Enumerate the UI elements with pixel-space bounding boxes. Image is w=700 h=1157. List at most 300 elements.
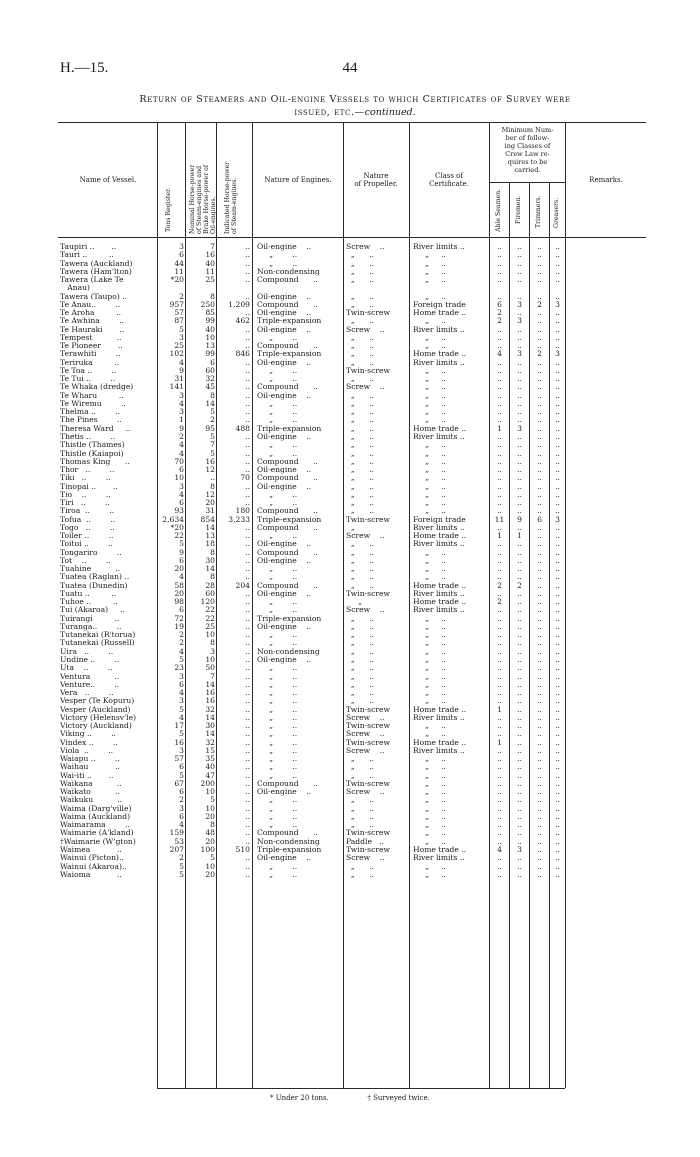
cell-cls: Home trade .. xyxy=(413,845,467,854)
cell-prop: Twin-screw xyxy=(346,705,390,714)
cell-ind: .. xyxy=(245,696,250,706)
cell-fire: .. xyxy=(517,564,522,574)
cell-name: Theresa Ward .. xyxy=(60,424,131,433)
cell-grea: .. xyxy=(555,638,560,648)
cell-tons: 4 xyxy=(179,688,184,698)
cell-trim: .. xyxy=(537,869,542,879)
cell-cls: „ .. xyxy=(413,837,446,846)
cell-tons: 4 xyxy=(179,572,184,582)
table-row xyxy=(0,796,700,804)
cell-ind: .. xyxy=(245,539,250,549)
cell-name: Waikuku .. xyxy=(60,796,123,805)
cell-ind: .. xyxy=(245,638,250,648)
cell-grea: .. xyxy=(555,242,560,251)
cell-nom: 8 xyxy=(210,291,215,301)
cell-tons: 4 xyxy=(179,398,184,408)
cell-name: Thistle (Kaiapoi) xyxy=(60,449,124,458)
cell-prop: „ .. xyxy=(346,449,375,458)
cell-name: Thor .. .. xyxy=(60,466,115,475)
table-row xyxy=(0,714,700,722)
cell-trim: .. xyxy=(537,844,542,854)
cell-tons: 57 xyxy=(174,754,184,764)
cell-prop: „ .. xyxy=(346,499,375,508)
cell-name: Waikana .. xyxy=(60,779,122,788)
cell-trim: .. xyxy=(537,258,542,268)
footnotes xyxy=(0,1094,700,1102)
cell-nom: 95 xyxy=(205,423,215,433)
cell-prop: „ .. xyxy=(346,490,375,499)
cell-prop: „ .. xyxy=(346,664,375,673)
cell-name: Victory (Auckland) xyxy=(60,722,132,731)
title-line-1: Return of Steamers and Oil-engine Vessels to which Certificates of Survey were xyxy=(139,94,571,105)
cell-able: .. xyxy=(497,770,502,780)
cell-nom: 14 xyxy=(205,522,215,532)
cell-cls: Foreign trade xyxy=(413,300,466,309)
cell-name: Turanga.. .. xyxy=(60,622,122,631)
cell-nom: 22 xyxy=(205,605,215,615)
cell-tons: 44 xyxy=(174,258,184,268)
cell-trim: .. xyxy=(537,374,542,384)
cell-eng: „ .. xyxy=(257,771,298,780)
header-crew xyxy=(490,126,565,174)
cell-trim: .. xyxy=(537,688,542,698)
cell-ind: .. xyxy=(245,242,250,251)
cell-grea: .. xyxy=(555,489,560,499)
cell-ind: .. xyxy=(245,489,250,499)
cell-able: .. xyxy=(497,795,502,805)
cell-cls: „ .. xyxy=(413,614,446,623)
cell-able: 11 xyxy=(494,514,505,524)
cell-able: .. xyxy=(497,481,502,491)
cell-eng: Oil-engine .. xyxy=(257,788,312,797)
table-row xyxy=(0,350,700,358)
cell-ind: .. xyxy=(245,332,250,342)
cell-tons: 6 xyxy=(179,555,184,565)
cell-name: Te Anau.. .. xyxy=(60,300,121,309)
cell-cls: „ .. xyxy=(413,466,446,475)
cell-fire: .. xyxy=(517,811,522,821)
cell-able: .. xyxy=(497,242,502,251)
cell-grea: .. xyxy=(555,646,560,656)
cell-able: .. xyxy=(497,341,502,351)
cell-name: Te Awhina .. xyxy=(60,317,124,326)
cell-eng: „ .. xyxy=(257,713,298,722)
cell-tons: *20 xyxy=(170,275,184,285)
cell-prop: Screw .. xyxy=(346,730,385,739)
cell-able: .. xyxy=(497,258,502,268)
cell-eng: „ .. xyxy=(257,598,298,607)
cell-able: .. xyxy=(497,646,502,656)
cell-ind: .. xyxy=(245,745,250,755)
cell-tons: 4 xyxy=(179,712,184,722)
table-row xyxy=(0,871,700,879)
cell-cls: Home trade .. xyxy=(413,738,467,747)
cell-trim: .. xyxy=(537,795,542,805)
cell-fire: .. xyxy=(517,539,522,549)
crew-subheader-rule xyxy=(490,182,565,183)
cell-fire: .. xyxy=(517,721,522,731)
cell-ind: .. xyxy=(245,605,250,615)
cell-able: .. xyxy=(497,407,502,417)
cell-trim: .. xyxy=(537,861,542,871)
cell-ind: .. xyxy=(245,630,250,640)
cell-fire: .. xyxy=(517,266,522,276)
cell-cls: „ .. xyxy=(413,383,446,392)
header-firemen: Firemen. xyxy=(515,195,522,224)
cell-ind: 204 xyxy=(235,580,250,590)
table-row xyxy=(0,458,700,466)
cell-nom: 16 xyxy=(205,696,215,706)
cell-able: .. xyxy=(497,547,502,557)
cell-prop: Twin-screw xyxy=(346,722,390,731)
cell-grea: .. xyxy=(555,316,560,326)
cell-fire: .. xyxy=(517,621,522,631)
cell-able: .. xyxy=(497,869,502,879)
cell-trim: .. xyxy=(537,630,542,640)
table-row xyxy=(0,524,700,532)
cell-ind: .. xyxy=(245,770,250,780)
cell-name: Tuatea (Raglan) .. xyxy=(60,573,130,582)
cell-eng: „ .. xyxy=(257,573,298,582)
cell-fire: .. xyxy=(517,258,522,268)
cell-eng: „ .. xyxy=(257,416,298,425)
cell-fire: .. xyxy=(517,853,522,863)
cell-eng: Triple-expansion xyxy=(257,845,322,854)
cell-cls: „ .. xyxy=(413,441,446,450)
cell-fire: .. xyxy=(517,820,522,830)
cell-name: Tiki .. .. xyxy=(60,474,111,483)
cell-nom: 48 xyxy=(205,828,215,838)
cell-ind: 510 xyxy=(235,844,250,854)
cell-tons: 6 xyxy=(179,811,184,821)
cell-tons: 23 xyxy=(174,663,184,673)
cell-eng: Oil-engine .. xyxy=(257,432,312,441)
table-row xyxy=(0,392,700,400)
cell-trim: .. xyxy=(537,729,542,739)
cell-grea: .. xyxy=(555,258,560,268)
cell-nom: 8 xyxy=(210,572,215,582)
cell-cls: „ .. xyxy=(413,375,446,384)
cell-eng: Oil-engine .. xyxy=(257,622,312,631)
cell-ind: .. xyxy=(245,407,250,417)
cell-name: Tawera (Ham'lton) xyxy=(60,267,132,276)
cell-able: .. xyxy=(497,745,502,755)
cell-ind: .. xyxy=(245,481,250,491)
cell-tons: 58 xyxy=(174,580,184,590)
cell-grea: .. xyxy=(555,844,560,854)
table-bottom-rule xyxy=(157,1088,565,1089)
cell-ind: .. xyxy=(245,547,250,557)
cell-prop: „ .. xyxy=(346,697,375,706)
cell-trim: 6 xyxy=(537,514,542,524)
cell-prop: „ .. xyxy=(346,656,375,664)
header-greasers: Greasers. xyxy=(553,197,560,228)
table-row xyxy=(0,838,700,846)
cell-eng: „ .. xyxy=(257,680,298,689)
cell-cls: „ .. xyxy=(413,292,446,301)
cell-name: Vesper (Auckland) xyxy=(60,705,131,714)
cell-grea: .. xyxy=(555,770,560,780)
cell-tons: 1 xyxy=(179,415,184,425)
cell-fire: .. xyxy=(517,481,522,491)
cell-trim: .. xyxy=(537,365,542,375)
cell-nom: 35 xyxy=(205,754,215,764)
cell-cls: River limits .. xyxy=(413,713,465,722)
cell-fire: .. xyxy=(517,522,522,532)
cell-grea: .. xyxy=(555,357,560,367)
cell-prop: „ .. xyxy=(346,573,375,582)
table-row xyxy=(0,260,700,268)
cell-grea: .. xyxy=(555,630,560,640)
cell-trim: .. xyxy=(537,580,542,590)
cell-able: .. xyxy=(497,266,502,276)
table-row xyxy=(0,383,700,391)
cell-eng: „ .. xyxy=(257,565,298,574)
cell-grea: .. xyxy=(555,423,560,433)
cell-trim: .. xyxy=(537,655,542,664)
cell-fire: .. xyxy=(517,762,522,772)
table-row xyxy=(0,359,700,367)
cell-cls: „ .. xyxy=(413,391,446,400)
cell-able: .. xyxy=(497,803,502,813)
cell-prop: Screw .. xyxy=(346,854,385,863)
cell-fire: .. xyxy=(517,465,522,475)
cell-grea: .. xyxy=(555,341,560,351)
cell-prop: „ .. xyxy=(346,399,375,408)
table-row xyxy=(0,268,700,276)
cell-tons: 4 xyxy=(179,646,184,656)
table-row xyxy=(0,805,700,813)
cell-able: .. xyxy=(497,679,502,689)
cell-prop: Screw .. xyxy=(346,325,385,334)
cell-able: .. xyxy=(497,787,502,797)
header-engines: Nature of Engines. xyxy=(264,176,332,184)
cell-fire: .. xyxy=(517,390,522,400)
cell-grea: .. xyxy=(555,365,560,375)
cell-cls: „ .. xyxy=(413,680,446,689)
cell-nom: 5 xyxy=(210,448,215,458)
cell-cls: „ .. xyxy=(413,730,446,739)
cell-eng: „ .. xyxy=(257,532,298,541)
cell-tons: 67 xyxy=(174,778,184,788)
cell-fire: .. xyxy=(517,613,522,623)
cell-trim: .. xyxy=(537,572,542,582)
cell-able: .. xyxy=(497,836,502,846)
cell-ind: 1,209 xyxy=(228,299,250,309)
cell-able: .. xyxy=(497,638,502,648)
cell-name: Thomas King .. xyxy=(60,457,130,466)
cell-cls: „ .. xyxy=(413,366,446,375)
cell-eng: „ .. xyxy=(257,606,298,615)
cell-name: Te Pioneer .. xyxy=(60,342,123,351)
cell-fire: .. xyxy=(517,572,522,582)
cell-cls: River limits .. xyxy=(413,589,465,598)
cell-prop: „ .. xyxy=(346,259,375,268)
cell-trim: .. xyxy=(537,696,542,706)
table-row xyxy=(0,863,700,871)
cell-eng: „ .. xyxy=(257,499,298,508)
cell-prop: Twin-screw xyxy=(346,366,390,375)
cell-eng: „ .. xyxy=(257,399,298,408)
cell-nom: 28 xyxy=(205,580,215,590)
cell-able: .. xyxy=(497,324,502,334)
cell-trim: .. xyxy=(537,828,542,838)
cell-grea: .. xyxy=(555,506,560,516)
cell-able: .. xyxy=(497,498,502,508)
cell-trim: .. xyxy=(537,745,542,755)
table-row xyxy=(0,416,700,424)
cell-grea: .. xyxy=(555,869,560,879)
cell-ind: .. xyxy=(245,754,250,764)
cell-nom: 8 xyxy=(210,820,215,830)
cell-eng: „ .. xyxy=(257,812,298,821)
cell-able: .. xyxy=(497,613,502,623)
cell-able: .. xyxy=(497,572,502,582)
cell-prop: „ .. xyxy=(346,300,375,309)
cell-tons: 6 xyxy=(179,498,184,508)
cell-eng: „ .. xyxy=(257,763,298,772)
cell-able: .. xyxy=(497,489,502,499)
cell-ind: .. xyxy=(245,704,250,714)
table-row xyxy=(0,631,700,639)
cell-eng: Compound .. xyxy=(257,457,318,466)
cell-grea: .. xyxy=(555,762,560,772)
cell-tons: 9 xyxy=(179,547,184,557)
header-bottom-rule xyxy=(58,237,646,238)
table-row xyxy=(0,730,700,738)
cell-name: Tofua .. .. xyxy=(60,515,116,524)
cell-eng: Compound .. xyxy=(257,383,318,392)
cell-able: .. xyxy=(497,663,502,673)
cell-tons: 6 xyxy=(179,679,184,689)
cell-able: 2 xyxy=(497,308,502,318)
cell-nom: 14 xyxy=(205,564,215,574)
cell-cls: River limits .. xyxy=(413,432,465,441)
cell-grea: .. xyxy=(555,787,560,797)
cell-prop: „ .. xyxy=(346,689,375,698)
cell-fire: .. xyxy=(517,357,522,367)
table-row xyxy=(0,788,700,796)
cell-prop: Screw .. xyxy=(346,713,385,722)
cell-tons: 17 xyxy=(174,721,184,731)
table-row xyxy=(0,739,700,747)
cell-tons: 72 xyxy=(174,613,184,623)
cell-fire: .. xyxy=(517,250,522,260)
cell-able: .. xyxy=(497,861,502,871)
cell-nom: 20 xyxy=(205,811,215,821)
cell-name: Tawera (Lake Te xyxy=(60,276,124,285)
cell-prop: „ .. xyxy=(346,672,375,681)
cell-fire: .. xyxy=(517,861,522,871)
cell-ind: .. xyxy=(245,869,250,879)
cell-grea: .. xyxy=(555,440,560,450)
cell-nom: 32 xyxy=(205,737,215,747)
cell-ind: .. xyxy=(245,762,250,772)
cell-prop: „ .. xyxy=(346,342,375,351)
cell-trim: .. xyxy=(537,250,542,260)
cell-name: Te Tui .. .. xyxy=(60,375,116,384)
table-row xyxy=(0,334,700,342)
cell-nom: 18 xyxy=(205,539,215,549)
cell-eng: Triple-expansion xyxy=(257,515,322,524)
cell-able: .. xyxy=(497,250,502,260)
cell-ind: .. xyxy=(245,737,250,747)
cell-grea: .. xyxy=(555,621,560,631)
cell-tons: 98 xyxy=(174,597,184,607)
cell-eng: „ .. xyxy=(257,746,298,755)
cell-nom: 5 xyxy=(210,407,215,417)
cell-name: Ventura .. xyxy=(60,672,120,681)
cell-ind: .. xyxy=(245,440,250,450)
table-row xyxy=(0,813,700,821)
cell-tons: 3 xyxy=(179,671,184,681)
cell-fire: .. xyxy=(517,679,522,689)
cell-trim: .. xyxy=(537,564,542,574)
cell-prop: Twin-screw xyxy=(346,515,390,524)
cell-prop: „ .. xyxy=(346,812,375,821)
table-row xyxy=(0,763,700,771)
cell-prop: „ xyxy=(346,523,370,532)
cell-trim: .. xyxy=(537,547,542,557)
cell-prop: „ .. xyxy=(346,614,375,623)
cell-ind: .. xyxy=(245,820,250,830)
cell-nom: 60 xyxy=(205,365,215,375)
cell-cls: „ .. xyxy=(413,631,446,640)
cell-tons: 20 xyxy=(174,564,184,574)
cell-eng: Oil-engine .. xyxy=(257,656,312,664)
cell-able: .. xyxy=(497,762,502,772)
cell-prop: „ .. xyxy=(346,565,375,574)
table-row xyxy=(0,565,700,573)
cell-tons: 4 xyxy=(179,440,184,450)
cell-cls: Home trade .. xyxy=(413,350,467,359)
cell-ind: .. xyxy=(245,498,250,508)
cell-grea: .. xyxy=(555,539,560,549)
cell-ind: .. xyxy=(245,671,250,681)
cell-trim: .. xyxy=(537,407,542,417)
footnote-under-20-tons: * Under 20 tons. xyxy=(270,1094,329,1102)
header-name: Name of Vessel. xyxy=(79,176,137,184)
cell-eng: Oil-engine .. xyxy=(257,540,312,549)
cell-cls: Home trade .. xyxy=(413,705,467,714)
cell-ind: .. xyxy=(245,679,250,689)
table-row xyxy=(0,367,700,375)
cell-able: .. xyxy=(497,820,502,830)
page-header xyxy=(0,60,700,80)
cell-grea: .. xyxy=(555,820,560,830)
header-propeller xyxy=(344,172,408,188)
table-row xyxy=(0,846,700,854)
cell-prop: Twin-screw xyxy=(346,829,390,838)
cell-eng: Oil-engine .. xyxy=(257,325,312,334)
cell-trim: .. xyxy=(537,836,542,846)
cell-nom: 16 xyxy=(205,456,215,466)
table-row xyxy=(0,722,700,730)
cell-name: Wai-iti .. .. xyxy=(60,771,114,780)
cell-name: Uta .. .. xyxy=(60,664,113,673)
table-row xyxy=(0,425,700,433)
table-row xyxy=(0,821,700,829)
cell-nom: 3 xyxy=(210,646,215,656)
cell-prop: „ .. xyxy=(346,622,375,631)
cell-fire: .. xyxy=(517,332,522,342)
cell-able: .. xyxy=(497,555,502,565)
cell-eng: „ .. xyxy=(257,259,298,268)
cell-name: Thistle (Thames) xyxy=(60,441,125,450)
cell-eng: „ .. xyxy=(257,821,298,830)
cell-trim: .. xyxy=(537,853,542,863)
cell-trim: .. xyxy=(537,357,542,367)
